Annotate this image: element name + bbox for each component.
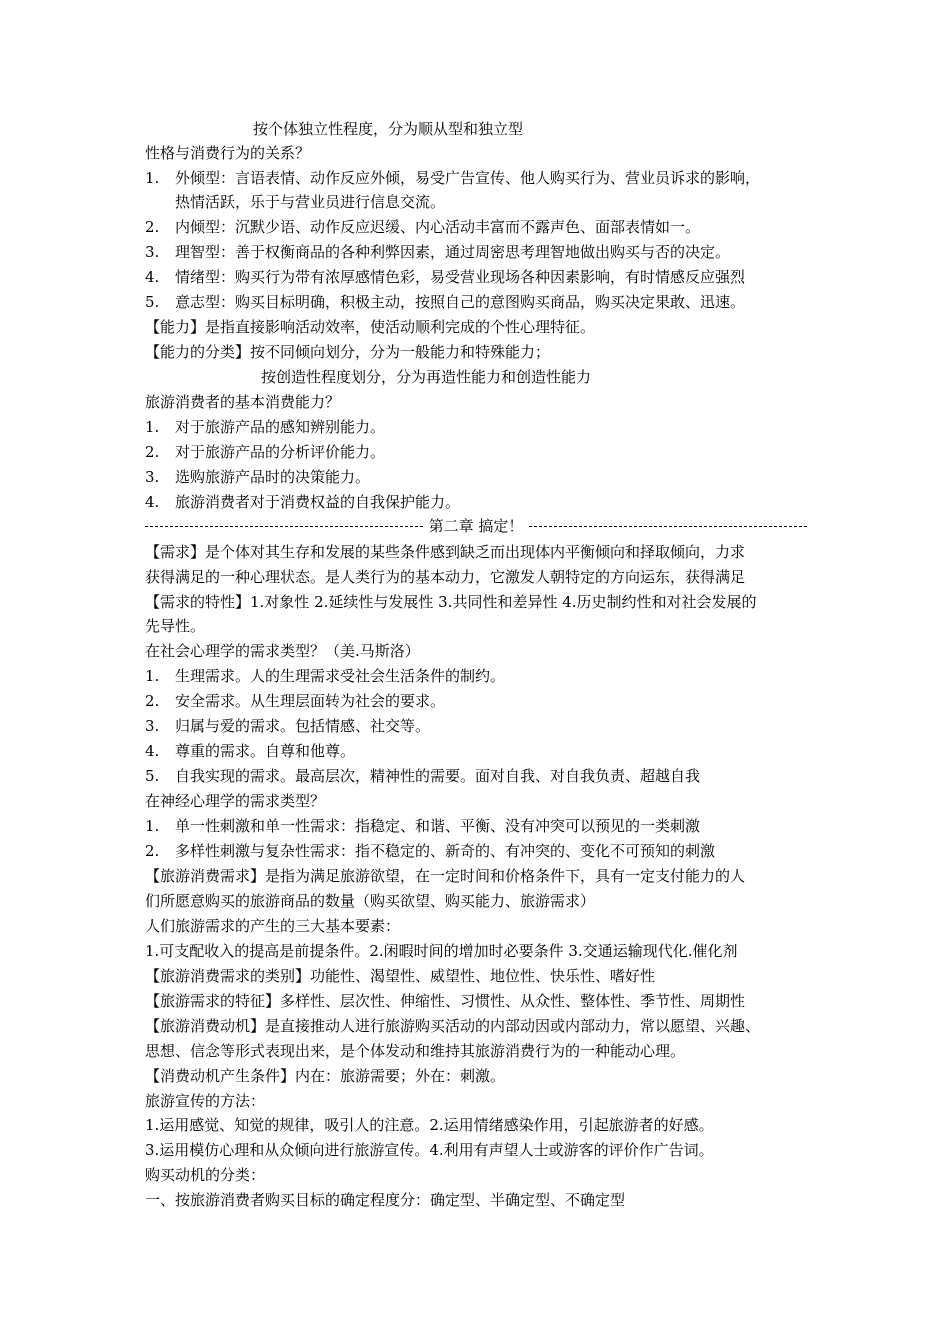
- list-number: 4.: [145, 268, 160, 286]
- list-number: 3.: [145, 468, 160, 486]
- divider-dash-left: [145, 526, 423, 527]
- section-heading: 在神经心理学的需求类型？: [145, 792, 326, 810]
- section-heading: 旅游宣传的方法：: [145, 1092, 266, 1110]
- definition-motivation-cont: 思想、信念等形式表现出来，是个体发动和维持其旅游消费行为的一种能动心理。: [145, 1042, 686, 1060]
- list-number: 1.: [145, 169, 160, 187]
- list-item: 内倾型：沉默少语、动作反应迟缓、内心活动丰富而不露声色、面部表情如一。: [175, 218, 701, 236]
- demand-features: 【旅游需求的特征】多样性、层次性、伸缩性、习惯性、从众性、整体性、季节性、周期性: [145, 992, 746, 1010]
- section-heading: 性格与消费行为的关系？: [145, 144, 311, 162]
- list-number: 5.: [145, 767, 160, 785]
- list-item: 单一性刺激和单一性需求：指稳定、和谐、平衡、没有冲突可以预见的一类刺激: [175, 817, 701, 835]
- section-heading: 购买动机的分类：: [145, 1166, 266, 1184]
- list-item: 生理需求。人的生理需求受社会生活条件的制约。: [175, 667, 506, 685]
- text-line: 1.运用感觉、知觉的规律，吸引人的注意。2.运用情绪感染作用，引起旅游者的好感。: [145, 1116, 714, 1134]
- section-heading: 旅游消费者的基本消费能力？: [145, 393, 341, 411]
- list-item: 选购旅游产品时的决策能力。: [175, 468, 371, 486]
- list-item-continuation: 热情活跃，乐于与营业员进行信息交流。: [175, 193, 446, 211]
- list-item: 自我实现的需求。最高层次，精神性的需要。面对自我、对自我负责、超越自我: [175, 767, 701, 785]
- ability-classification-cont: 按创造性程度划分，分为再造性能力和创造性能力: [261, 368, 592, 386]
- definition-need: 【需求】是个体对其生存和发展的某些条件感到缺乏而出现体内平衡倾向和择取倾向，力求: [145, 543, 746, 561]
- text-line: 1.可支配收入的提高是前提条件。2.闲暇时间的增加时必要条件 3.交通运输现代化.催化剂: [145, 942, 738, 960]
- list-item: 旅游消费者对于消费权益的自我保护能力。: [175, 493, 461, 511]
- list-number: 3.: [145, 243, 160, 261]
- list-item: 安全需求。从生理层面转为社会的要求。: [175, 692, 446, 710]
- list-number: 2.: [145, 443, 160, 461]
- chapter-divider: [145, 514, 807, 538]
- list-item: 意志型：购买目标明确，积极主动，按照自己的意图购买商品，购买决定果敢、迅速。: [175, 293, 746, 311]
- list-item: 对于旅游产品的分析评价能力。: [175, 443, 386, 461]
- section-heading: 人们旅游需求的产生的三大基本要素：: [145, 917, 401, 935]
- section-heading: 在社会心理学的需求类型？（美.马斯洛）: [145, 642, 420, 660]
- list-number: 2.: [145, 218, 160, 236]
- list-number: 3.: [145, 717, 160, 735]
- list-item: 外倾型：言语表情、动作反应外倾，易受广告宣传、他人购买行为、营业员诉求的影响，: [175, 169, 761, 187]
- text-line: 按个体独立性程度，分为顺从型和独立型: [253, 120, 524, 138]
- definition-tourism-demand: 【旅游消费需求】是指为满足旅游欲望，在一定时间和价格条件下，具有一定支付能力的人: [145, 867, 746, 885]
- definition-ability: 【能力】是指直接影响活动效率，使活动顺利完成的个性心理特征。: [145, 318, 596, 336]
- list-item: 尊重的需求。自尊和他尊。: [175, 742, 356, 760]
- ability-classification: 【能力的分类】按不同倾向划分，分为一般能力和特殊能力；: [145, 343, 551, 361]
- list-item: 情绪型：购买行为带有浓厚感情色彩，易受营业现场各种因素影响，有时情感反应强烈: [175, 268, 746, 286]
- list-item: 对于旅游产品的感知辨别能力。: [175, 418, 386, 436]
- list-number: 1.: [145, 817, 160, 835]
- list-item: 归属与爱的需求。包括情感、社交等。: [175, 717, 431, 735]
- definition-need-cont: 获得满足的一种心理状态。是人类行为的基本动力，它激发人朝特定的方向运东，获得满足: [145, 568, 746, 586]
- demand-categories: 【旅游消费需求的类别】功能性、渴望性、威望性、地位性、快乐性、嗜好性: [145, 967, 656, 985]
- list-number: 4.: [145, 742, 160, 760]
- motivation-conditions: 【消费动机产生条件】内在：旅游需要；外在：刺激。: [145, 1067, 506, 1085]
- list-item: 多样性刺激与复杂性需求：指不稳定的、新奇的、有冲突的、变化不可预知的刺激: [175, 842, 716, 860]
- need-characteristics-cont: 先导性。: [145, 617, 206, 635]
- list-number: 2.: [145, 692, 160, 710]
- chapter-divider-label: 第二章 搞定！: [428, 517, 524, 535]
- list-number: 1.: [145, 418, 160, 436]
- list-number: 1.: [145, 667, 160, 685]
- list-number: 5.: [145, 293, 160, 311]
- list-number: 2.: [145, 842, 160, 860]
- list-number: 4.: [145, 493, 160, 511]
- need-characteristics: 【需求的特性】1.对象性 2.延续性与发展性 3.共同性和差异性 4.历史制约性和对社会发展的: [145, 593, 757, 611]
- list-item: 理智型：善于权衡商品的各种利弊因素，通过周密思考理智地做出购买与否的决定。: [175, 243, 731, 261]
- text-line: 3.运用模仿心理和从众倾向进行旅游宣传。4.利用有声望人士或游客的评价作广告词。: [145, 1141, 714, 1159]
- text-line: 一、按旅游消费者购买目标的确定程度分：确定型、半确定型、不确定型: [145, 1191, 626, 1209]
- divider-dash-right: [529, 526, 807, 527]
- definition-tourism-demand-cont: 们所愿意购买的旅游商品的数量（购买欲望、购买能力、旅游需求）: [145, 892, 596, 910]
- definition-motivation: 【旅游消费动机】是直接推动人进行旅游购买活动的内部动因或内部动力，常以愿望、兴趣、: [145, 1017, 761, 1035]
